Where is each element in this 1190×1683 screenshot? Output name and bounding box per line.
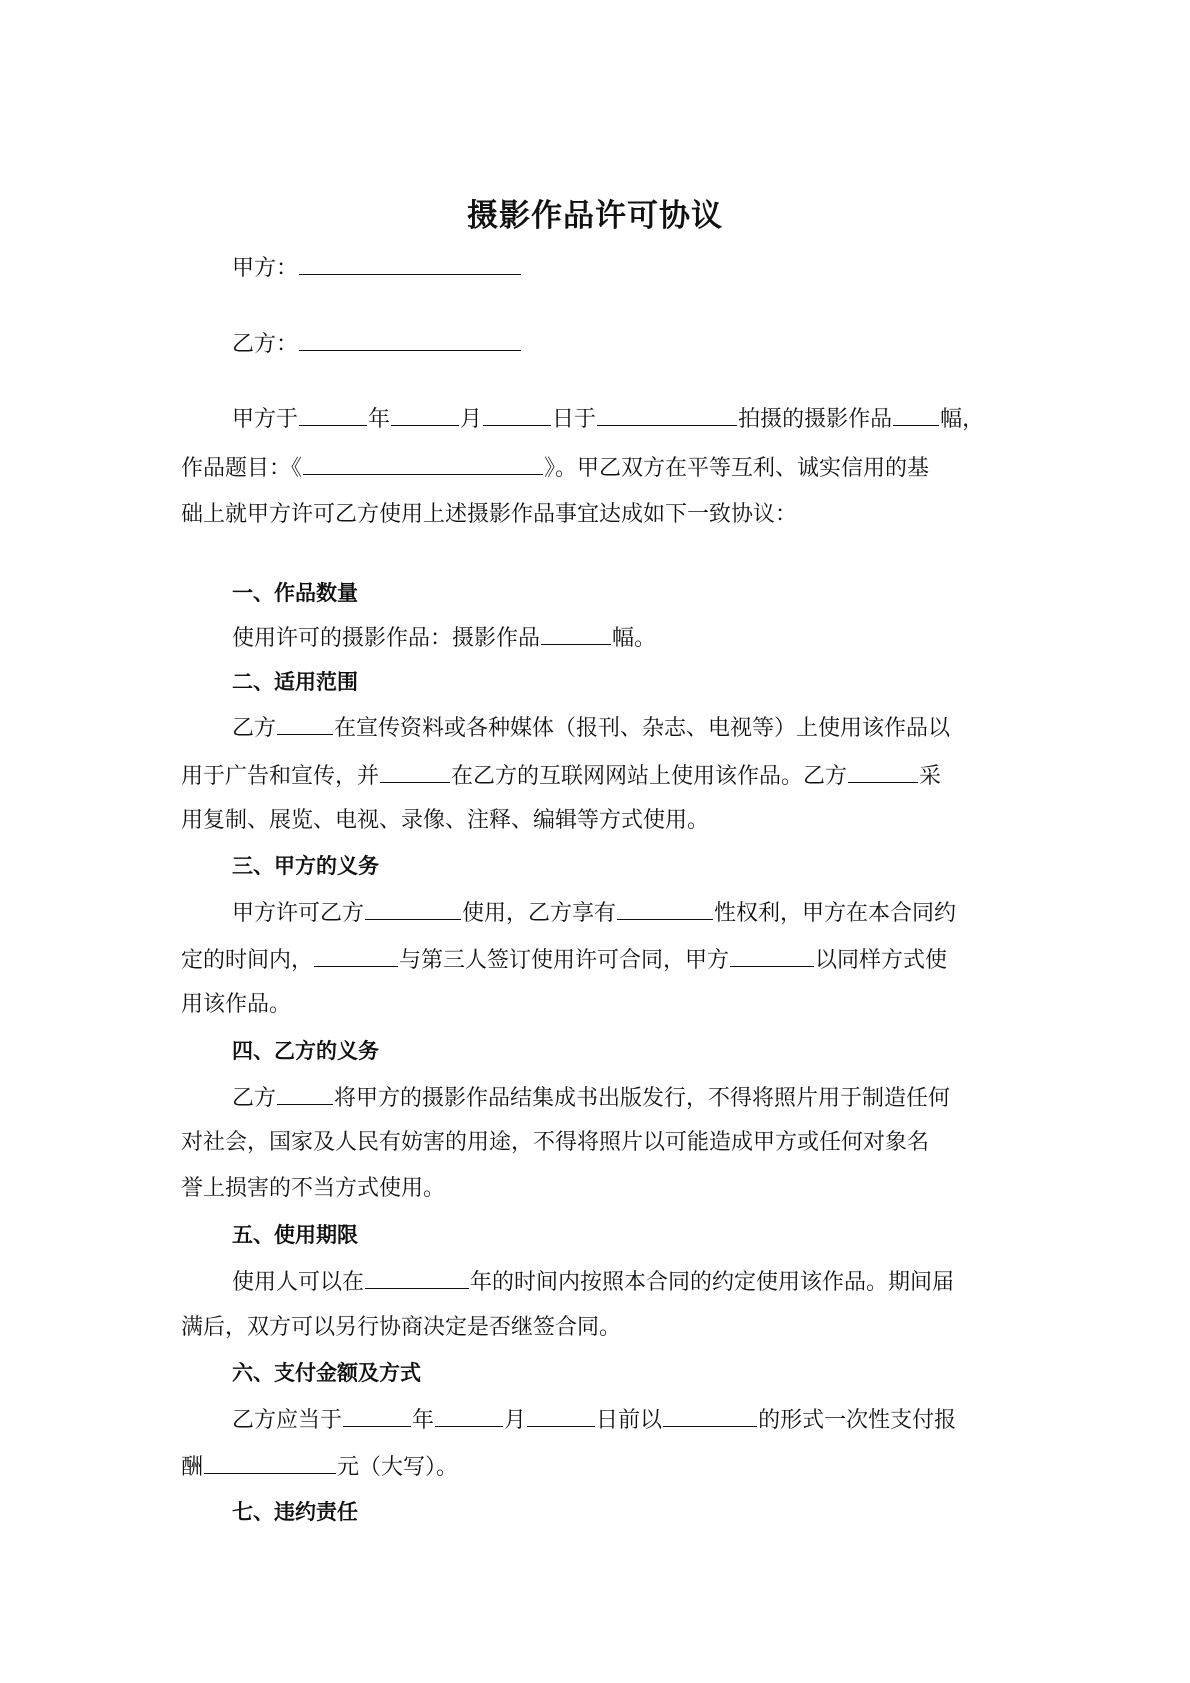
pay-method-blank[interactable] [663, 1404, 757, 1427]
body-text: 用复制、展览、电视、录像、注释、编辑等方式使用。 [181, 808, 710, 833]
body-text: 日前以 [596, 1408, 663, 1433]
section-2-line-1 [232, 712, 950, 744]
section-4-line-2 [181, 1128, 929, 1158]
count-blank[interactable] [893, 403, 939, 426]
location-blank[interactable] [597, 403, 737, 426]
body-text: 乙方应当于 [232, 1408, 343, 1433]
body-text: 乙方 [232, 1086, 277, 1111]
party-a-line [232, 252, 522, 284]
body-text: 用该作品。 [181, 992, 292, 1017]
body-text: 使用许可的摄影作品：摄影作品 [232, 626, 541, 651]
body-text: 以同样方式使 [815, 948, 948, 973]
body-text: 与第三人签订使用许可合同，甲方 [399, 948, 730, 973]
month-blank[interactable] [391, 403, 459, 426]
body-text: 采 [919, 764, 942, 789]
body-text: 使用人可以在 [232, 1270, 365, 1295]
body-text: 年的时间内按照本合同的约定使用该作品。期间届 [470, 1270, 955, 1295]
intro-line-1 [232, 403, 984, 435]
intro-text: 月 [460, 407, 483, 432]
body-text: 定的时间内， [181, 948, 314, 973]
intro-text: 幅， [940, 407, 985, 432]
body-text: 用于广告和宣传，并 [181, 764, 380, 789]
same-use-blank[interactable] [730, 944, 814, 967]
body-text: 酬 [181, 1455, 204, 1480]
body-text: 的形式一次性支付报 [758, 1408, 957, 1433]
party-a-blank[interactable] [299, 252, 521, 275]
body-text: 在乙方的互联网网站上使用该作品。乙方 [451, 764, 848, 789]
section-5-line-2 [181, 1313, 621, 1343]
intro-text: 》。甲乙双方在平等互利、诚实信用的基 [544, 456, 930, 481]
body-text: 幅。 [612, 626, 657, 651]
body-text: 性权利，甲方在本合同约 [714, 901, 957, 926]
body-text: 乙方 [232, 716, 277, 741]
body-text: 将甲方的摄影作品结集成书出版发行，不得将照片用于制造任何 [334, 1086, 951, 1111]
amount-blank[interactable] [204, 1451, 336, 1474]
work-title-blank[interactable] [303, 452, 543, 475]
pay-month-blank[interactable] [435, 1404, 503, 1427]
section-heading-4: 四、乙方的义务 [232, 1039, 379, 1063]
body-text: 誉上损害的不当方式使用。 [181, 1176, 446, 1201]
scope-blank-2[interactable] [380, 760, 450, 783]
third-party-blank[interactable] [314, 944, 398, 967]
body-text: 满后，双方可以另行协商决定是否继签合同。 [181, 1315, 622, 1340]
intro-text: 作品题目：《 [181, 456, 303, 481]
body-text: 使用，乙方享有 [462, 901, 617, 926]
section-heading-5: 五、使用期限 [232, 1223, 358, 1247]
section-1-line-1 [232, 622, 656, 654]
publish-blank[interactable] [277, 1082, 333, 1105]
intro-line-3 [181, 500, 797, 530]
rights-type-blank[interactable] [617, 897, 713, 920]
body-text: 年 [412, 1408, 435, 1433]
body-text: 对社会，国家及人民有妨害的用途，不得将照片以可能造成甲方或任何对象名 [181, 1130, 930, 1155]
section-4-line-3 [181, 1174, 445, 1204]
section-heading-3: 三、甲方的义务 [232, 854, 379, 878]
section-3-line-1 [232, 897, 956, 929]
intro-text: 甲方于 [232, 407, 299, 432]
pay-year-blank[interactable] [343, 1404, 411, 1427]
scope-blank-1[interactable] [277, 712, 333, 735]
body-text: 元（大写）。 [337, 1455, 459, 1480]
section-heading-6: 六、支付金额及方式 [232, 1361, 421, 1385]
pay-day-blank[interactable] [527, 1404, 595, 1427]
intro-text: 年 [368, 407, 391, 432]
year-blank[interactable] [299, 403, 367, 426]
body-text: 月 [504, 1408, 527, 1433]
party-b-line [232, 328, 522, 360]
intro-text: 础上就甲方许可乙方使用上述摄影作品事宜达成如下一致协议： [181, 502, 798, 527]
party-b-blank[interactable] [299, 328, 521, 351]
intro-line-2 [181, 452, 929, 484]
section-heading-1: 一、作品数量 [232, 581, 358, 605]
party-b-label: 乙方： [232, 332, 299, 357]
section-4-line-1 [232, 1082, 950, 1114]
quantity-blank[interactable] [541, 622, 611, 645]
day-blank[interactable] [483, 403, 551, 426]
section-3-line-2 [181, 944, 947, 976]
section-6-line-1 [232, 1404, 956, 1436]
scope-blank-3[interactable] [848, 760, 918, 783]
body-text: 甲方许可乙方 [232, 901, 365, 926]
section-heading-7: 七、违约责任 [232, 1500, 358, 1524]
section-heading-2: 二、适用范围 [232, 670, 358, 694]
body-text: 在宣传资料或各种媒体（报刊、杂志、电视等）上使用该作品以 [334, 716, 951, 741]
section-2-line-2 [181, 760, 941, 792]
license-type-blank[interactable] [365, 897, 461, 920]
document-title: 摄影作品许可协议 [467, 198, 723, 234]
section-5-line-1 [232, 1266, 954, 1298]
section-3-line-3 [181, 990, 291, 1020]
party-a-label: 甲方： [232, 256, 299, 281]
intro-text: 拍摄的摄影作品 [738, 407, 893, 432]
intro-text: 日于 [552, 407, 597, 432]
term-years-blank[interactable] [365, 1266, 469, 1289]
section-2-line-3 [181, 806, 709, 836]
section-6-line-2 [181, 1451, 458, 1483]
